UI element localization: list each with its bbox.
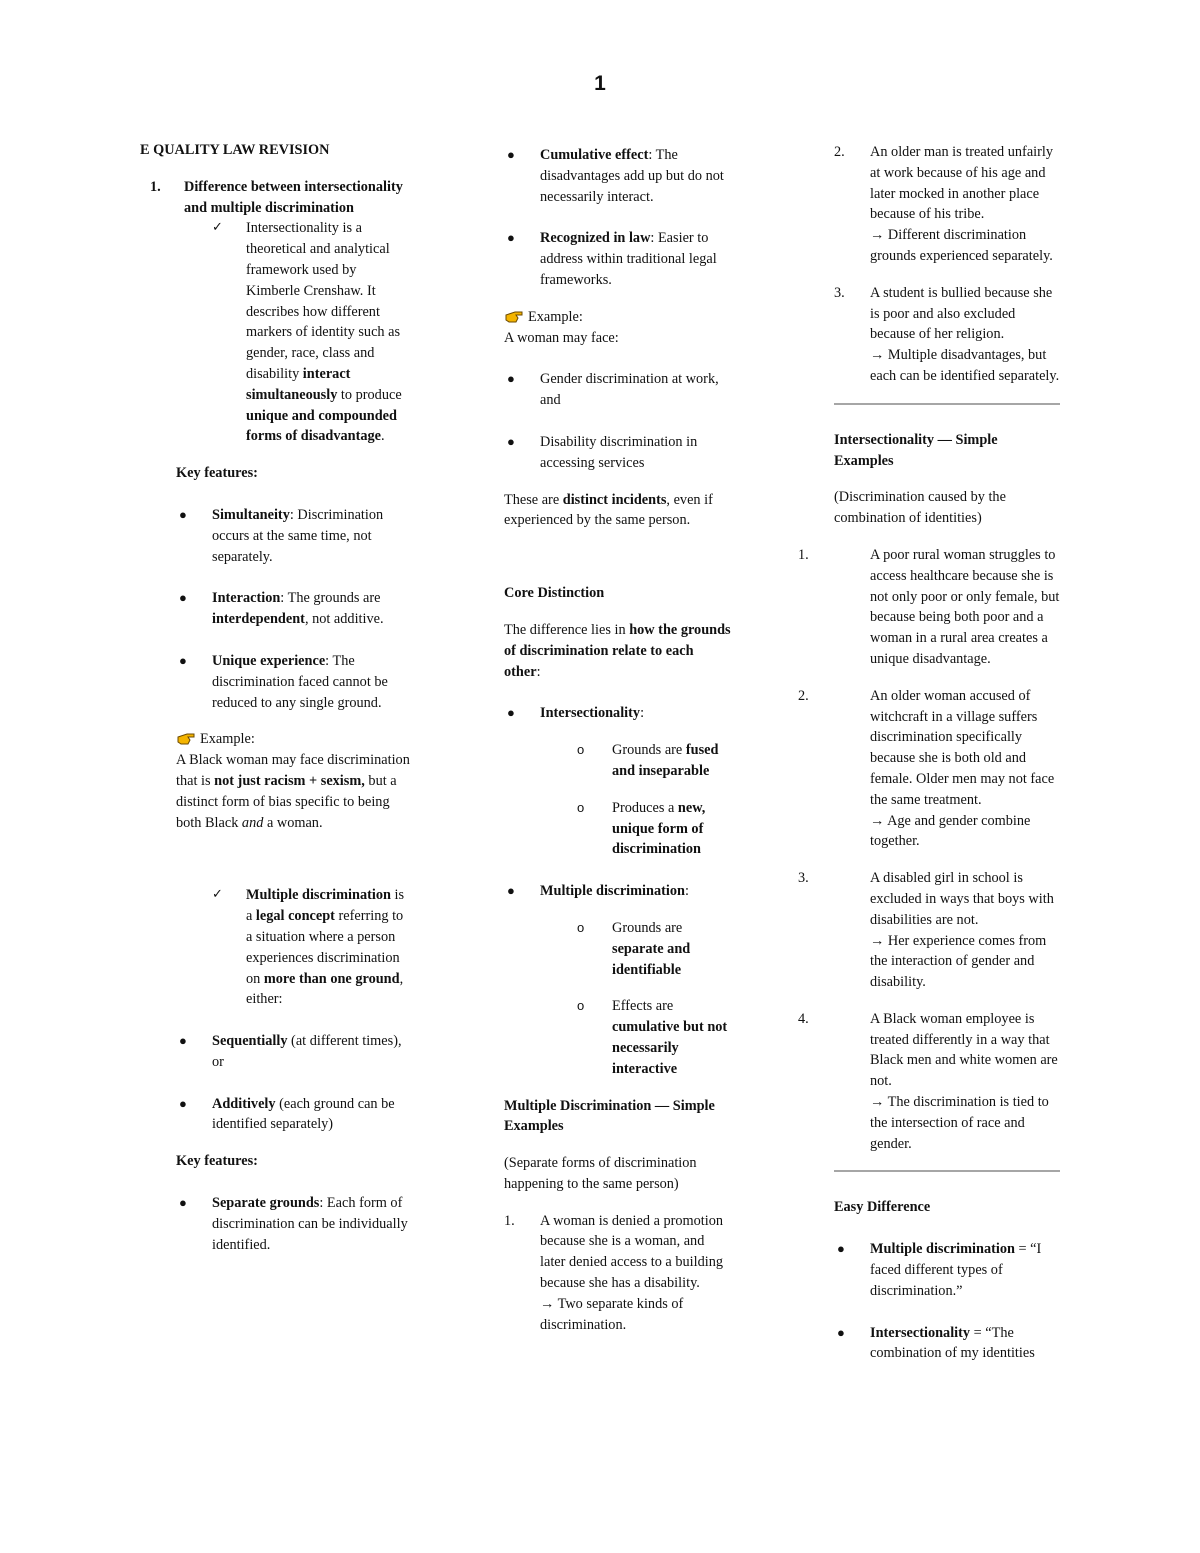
bold-text: how the grounds of discrimination relate to each other [504, 621, 731, 680]
numbered-item [798, 1009, 1060, 1155]
list-item [176, 505, 410, 567]
bullet-icon: ● [179, 652, 187, 668]
item-number: 3. [798, 870, 809, 887]
paragraph: (Discrimination caused by the combination of identities) [834, 489, 1006, 527]
bold-text: unique and compounded forms of disadvantage [246, 407, 397, 445]
text: , either: [246, 970, 404, 1008]
bold-text: Interaction [212, 590, 281, 607]
bullet-icon: ● [179, 506, 187, 522]
bold-text: more than one ground [263, 970, 400, 987]
pointing-hand-icon [504, 309, 524, 323]
list-item: ● Intersectionality: [504, 703, 732, 724]
section-heading: Core Distinction [504, 585, 605, 602]
key-features-heading: Key features: [176, 465, 258, 482]
bold-text: interdependent [212, 611, 305, 628]
bullet-icon: ● [507, 371, 515, 387]
text: , not additive. [304, 611, 384, 628]
text: = “I faced different types of discrimination.” [870, 1241, 1042, 1299]
pointing-hand-icon [176, 731, 196, 745]
key-features-heading: Key features: [176, 1153, 258, 1170]
bold-text: legal concept [255, 908, 335, 925]
bold-text: Multiple discrimination [870, 1241, 1015, 1258]
numbered-item [834, 142, 1060, 267]
text: (each ground can be identified separately) [212, 1095, 395, 1133]
sub-list-item [576, 740, 732, 782]
page-number: 1 [594, 72, 606, 95]
item-number: 4. [798, 1010, 809, 1027]
list-item [504, 369, 732, 411]
column-1 [140, 140, 410, 1255]
bullet-icon: ● [837, 1324, 845, 1340]
text: The difference lies in [504, 621, 630, 638]
numbered-item [798, 686, 1060, 852]
bold-text: Unique experience [212, 652, 326, 669]
bullet-icon: ● [507, 230, 515, 246]
bold-text: Separate grounds [212, 1195, 320, 1212]
text: Gender discrimination at work, and [540, 371, 719, 409]
item-number: 3. [834, 284, 845, 301]
item-number: 2. [834, 144, 845, 160]
numbered-item [504, 1211, 732, 1336]
numbered-item [798, 545, 1060, 670]
text: is a [246, 887, 405, 925]
text: Disability discrimination in accessing services [540, 433, 698, 471]
sub-list-item [576, 996, 732, 1079]
text: Example: [528, 308, 583, 325]
text: : The discrimination faced cannot be reduced to any single ground. [212, 652, 388, 711]
text: to produce [337, 386, 402, 403]
circle-bullet-icon: o [577, 799, 585, 815]
bullet-icon: ● [179, 1095, 187, 1111]
horizontal-divider [834, 403, 1060, 405]
bold-text: fused and inseparable [612, 742, 719, 779]
arrow-note: → The discrimination is tied to the intersection of race and gender. [870, 1094, 1049, 1152]
bold-text: cumulative but not necessarily interactive [612, 1019, 728, 1077]
arrow-note: → Two separate kinds of discrimination. [540, 1295, 684, 1333]
bold-text: new, unique form of discrimination [612, 799, 706, 858]
checkmark-icon: ✓ [212, 887, 223, 903]
item-number: 1. [504, 1212, 515, 1229]
text: : Discrimination occurs at the same time, not separately. [212, 506, 384, 565]
circle-bullet-icon: o [577, 998, 585, 1014]
sub-list-item [576, 798, 732, 860]
text: referring to a situation where a person experiences discrimination on [246, 908, 404, 987]
numbered-item [140, 177, 410, 219]
example-text [176, 750, 410, 833]
bullet-icon: ● [179, 1195, 187, 1211]
list-item [834, 1239, 1060, 1301]
text: Effects are [612, 998, 674, 1015]
paragraph [504, 490, 732, 532]
bold-text: Cumulative effect [540, 147, 649, 163]
example-label [504, 307, 732, 328]
text: Intersectionality is a theoretical and analytical framework used by Kimberle Crenshaw. It describes how different markers of identity such as gender, race, class and disability [246, 220, 401, 382]
check-item [211, 885, 410, 1010]
bold-text: separate and identifiable [612, 940, 691, 978]
text: Produces a [612, 799, 678, 816]
circle-bullet-icon: o [577, 919, 585, 935]
text: An older man is treated unfairly at work because of his age and later mocked in another place because of his tribe. [870, 144, 1054, 223]
arrow-note: → Multiple disadvantages, but each can be identified separately. [870, 347, 1060, 384]
list-item [176, 1094, 410, 1136]
arrow-note: → Different discrimination grounds experienced separately. [870, 227, 1053, 264]
section-heading: Easy Difference [834, 1199, 931, 1216]
text: An older woman accused of witchcraft in a village suffers discrimination specifically because she is both old and female. Older men may not face the same treatment. [870, 687, 1055, 808]
arrow-note: → Her experience comes from the interaction of gender and disability. [870, 932, 1047, 991]
bullet-icon: ● [837, 1241, 845, 1257]
list-item [834, 1323, 1060, 1365]
text: : Easier to address within traditional legal frameworks. [540, 230, 717, 288]
numbered-item [834, 283, 1060, 387]
checkmark-icon: ✓ [212, 220, 223, 236]
list-item [504, 145, 732, 207]
bullet-icon: ● [507, 433, 515, 449]
circle-bullet-icon: o [577, 742, 585, 758]
text: but a distinct form of bias specific to being both Black [176, 772, 397, 831]
bullet-icon: ● [179, 590, 187, 606]
bold-text: Multiple discrimination [540, 883, 685, 900]
list-item [504, 228, 732, 290]
example-label [176, 729, 410, 750]
list-item [176, 1031, 410, 1073]
section-heading: Difference between intersectionality and multiple discrimination [184, 178, 403, 216]
text: : The disadvantages add up but do not necessarily interact. [540, 147, 724, 205]
arrow-note: → Age and gender combine together. [870, 812, 1031, 850]
text: (at different times), or [212, 1033, 402, 1070]
text: a woman. [263, 814, 323, 831]
text: A disabled girl in school is excluded in ways that boys with disabilities are not. [870, 870, 1054, 928]
list-item [176, 651, 410, 713]
numbered-item [798, 868, 1060, 993]
text: A woman is denied a promotion because she is a woman, and later denied access to a building because she has a disability. [540, 1212, 724, 1292]
item-number: 2. [798, 687, 809, 704]
text: . [381, 428, 385, 445]
text: = “The combination of my identities [870, 1324, 1035, 1362]
text: Grounds are [612, 919, 683, 936]
text: , even if experienced by the same person. [504, 491, 713, 529]
bold-text: not just racism + sexism, [214, 772, 365, 789]
document-title: E QUALITY LAW REVISION [140, 142, 330, 158]
horizontal-divider [834, 1170, 1060, 1172]
text: These are [504, 491, 563, 508]
text: A student is bullied because she is poor and also excluded because of her religion. [870, 284, 1053, 343]
text: : The grounds are [280, 590, 381, 607]
bold-text: Additively [212, 1095, 276, 1112]
bold-text: Intersectionality [870, 1324, 971, 1341]
bullet-icon: ● [507, 705, 515, 721]
text: : [536, 663, 541, 680]
paragraph [504, 620, 732, 682]
bold-text: Sequentially [212, 1033, 288, 1050]
text: A Black woman employee is treated differently in a way that Black men and white women are not. [870, 1010, 1058, 1090]
text: Example: [200, 731, 255, 748]
bold-text: interact simultaneously [246, 365, 351, 403]
paragraph: (Separate forms of discrimination happening to the same person) [504, 1155, 697, 1192]
example-intro: A woman may face: [504, 329, 619, 346]
item-number: 1. [798, 546, 809, 563]
bold-text: Recognized in law [540, 230, 651, 247]
bullet-icon: ● [507, 883, 515, 899]
text: A poor rural woman struggles to access healthcare because she is not only poor or only female, but because being both poor and a woman in a rural area creates a unique disadvantage. [870, 546, 1060, 667]
bullet-icon: ● [507, 147, 515, 162]
column-3 [798, 140, 1060, 1364]
text: A Black woman may face discrimination that is [176, 752, 410, 789]
bullet-icon: ● [179, 1033, 187, 1049]
italic-text: and [241, 814, 264, 831]
list-item [176, 1193, 410, 1255]
section-heading: Intersectionality — Simple Examples [834, 431, 998, 469]
list-item [176, 588, 410, 630]
bold-text: distinct incidents [562, 491, 667, 508]
bold-text: Simultaneity [212, 506, 290, 523]
list-item: ● Multiple discrimination: [504, 881, 732, 902]
sub-list-item [576, 918, 732, 980]
item-number: 1. [150, 178, 161, 195]
text: : Each form of discrimination can be individually identified. [212, 1195, 408, 1253]
section-heading: Multiple Discrimination — Simple Examples [504, 1097, 715, 1135]
bold-text: Intersectionality [540, 705, 641, 722]
check-item [211, 218, 410, 447]
list-item [504, 432, 732, 474]
bold-text: Multiple discrimination [246, 887, 391, 904]
text: Grounds are [612, 742, 686, 759]
column-2 [504, 140, 732, 1335]
